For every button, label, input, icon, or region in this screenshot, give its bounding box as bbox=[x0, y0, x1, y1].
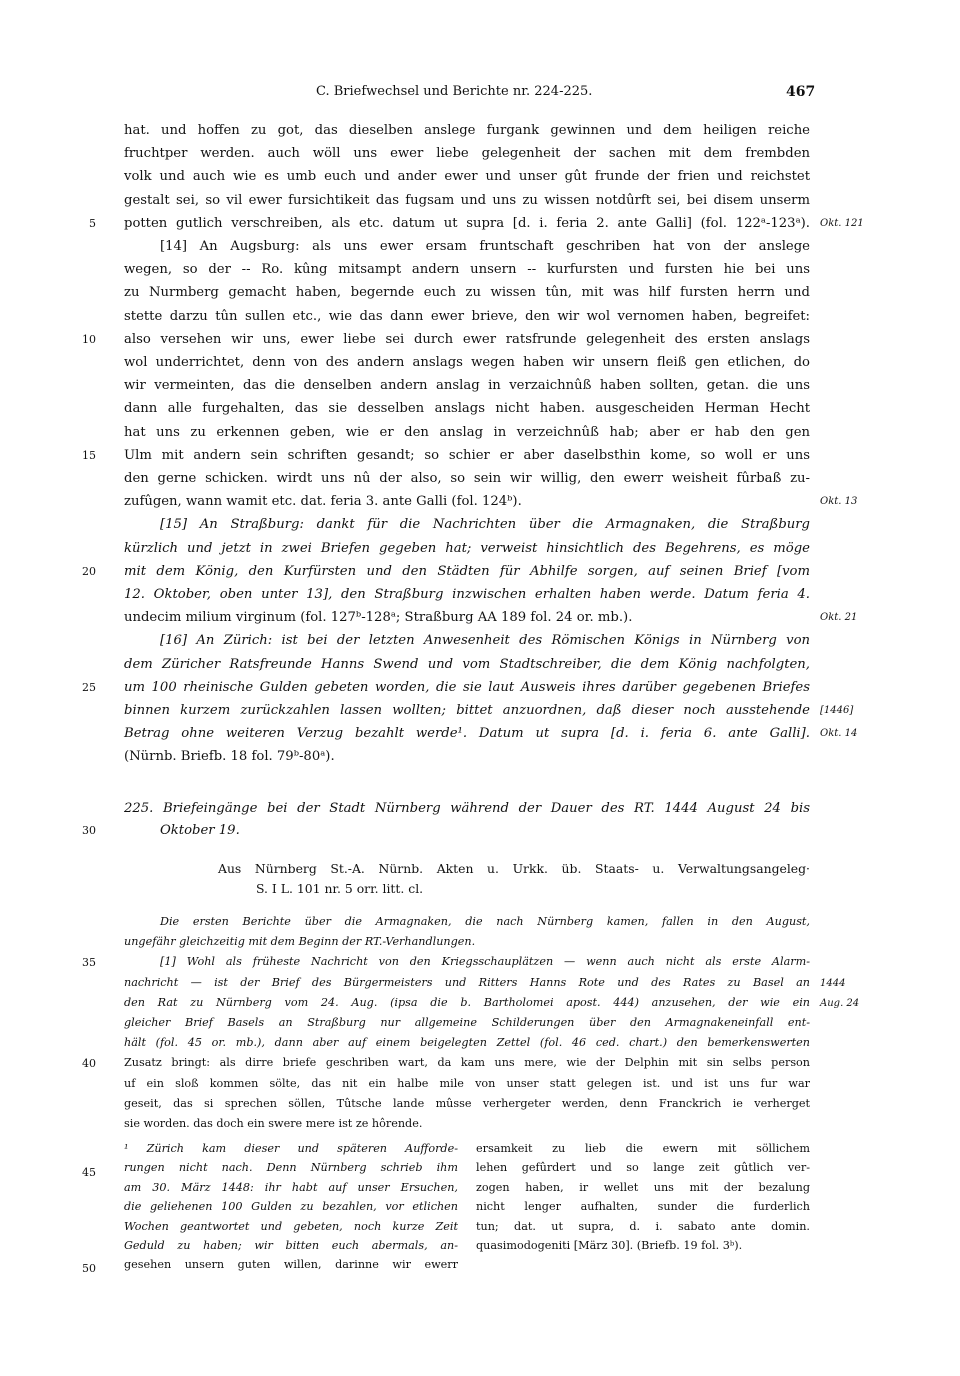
commentary-line: sie worden. das doch ein swere mere ist ze hôrende. bbox=[124, 1117, 423, 1130]
main-text-line: [16] An Zürich: ist bei der letzten Anwesenheit des Römischen Königs in Nürnberg von bbox=[160, 633, 810, 649]
main-text-line: potten gutlich verschreiben, als etc. datum ut supra [d. i. feria 2. ante Galli] (fol. 122ᵃ-123ᵃ). bbox=[124, 215, 810, 231]
commentary-line: den Rat zu Nürnberg vom 24. Aug. (ipsa die b. Bartholomei apost. 444) anzusehen, der wie ein bbox=[124, 995, 810, 1009]
commentary-line: Zusatz bringt: als dirre briefe geschriben wart, da kam uns mere, wie der Delphin mit sin selbs person bbox=[124, 1056, 810, 1070]
line-number: 45 bbox=[82, 1166, 96, 1179]
main-text-line: volk und auch wie es umb euch und ander ewer und unser gût frunde der frien und reichstet bbox=[124, 169, 810, 185]
main-text-line: hat uns zu erkennen geben, wie er den anslag in verzeichnûß hab; aber er hab den gen bbox=[124, 424, 810, 440]
main-text-line: fruchtper werden. auch wöll uns ewer liebe gelegenheit der sachen mit dem frembden bbox=[124, 146, 810, 162]
line-number: 10 bbox=[82, 332, 96, 346]
margin-date: Okt. 14 bbox=[820, 728, 858, 740]
main-text-line: binnen kurzem zurückzahlen lassen wollten; bittet anzuordnen, daß dieser noch ausstehende bbox=[124, 703, 810, 718]
commentary-line: hält (fol. 45 or. mb.), dann aber auf einem beigelegten Zettel (fol. 46 ced. chart.) den bemerkenswerten bbox=[124, 1036, 810, 1050]
main-text-line: hat. und hoffen zu got, das dieselben anslege furgank gewinnen und dem heiligen reiche bbox=[124, 123, 810, 138]
main-text-line: undecim milium virginum (fol. 127ᵇ-128ᵃ; Straßburg AA 189 fol. 24 or. mb.). bbox=[124, 610, 633, 626]
margin-date: Okt. 21 bbox=[820, 612, 858, 624]
footnote-line: am 30. März 1448: ihr habt auf unser Ersuchen, bbox=[124, 1180, 458, 1194]
footnote-line: ¹ Zürich kam dieser und späteren Aufforde- bbox=[124, 1142, 458, 1155]
main-text-line: kürzlich und jetzt in zwei Briefen gegeben hat; verweist hinsichtlich des Begehrens, es möge bbox=[124, 540, 810, 556]
margin-date: [1446] bbox=[820, 705, 854, 716]
main-text-line: Ulm mit andern sein schriften gesandt; so schier er aber daselbsthin kome, so woll er uns bbox=[124, 447, 810, 463]
footnote-line: rungen nicht nach. Denn Nürnberg schrieb ihm bbox=[124, 1161, 458, 1175]
commentary-line: nachricht — ist der Brief des Bürgermeisters und Ritters Hanns Rote und des Rates zu Basel an bbox=[124, 975, 810, 989]
page-number: 467 bbox=[786, 84, 816, 100]
line-number: 15 bbox=[82, 448, 96, 462]
source-note-cont: S. I L. 101 nr. 5 orr. litt. cl. bbox=[256, 881, 424, 896]
main-text-line: wegen, so der -- Ro. kûng mitsampt andern unsern -- kurfursten und fursten hie bei uns bbox=[124, 262, 810, 278]
line-number: 50 bbox=[82, 1262, 96, 1275]
commentary-line: uf ein sloß kommen sölte, das nit ein halbe mile von unser statt gelegen ist. und ist uns fur war bbox=[124, 1076, 810, 1090]
main-text-line: um 100 rheinische Gulden gebeten worden, die sie laut Ausweis ihres darüber gegebenen Briefes bbox=[124, 679, 810, 695]
footnote-line: ersamkeit zu lieb die ewern mit söllichem bbox=[476, 1142, 810, 1155]
footnote-line: Geduld zu haben; wir bitten euch abermals, an- bbox=[124, 1239, 458, 1252]
line-number: 5 bbox=[89, 216, 96, 230]
main-text-line: also versehen wir uns, ewer liebe sei durch ewer ratsfrunde gelegenheit des ersten anslags bbox=[124, 331, 810, 347]
line-number: 35 bbox=[82, 956, 96, 970]
commentary-line: geseit, das si sprechen söllen, Tûtsche lande mûsse verhergeter werden, denn Franckrich ie verherget bbox=[124, 1096, 810, 1110]
margin-date: Okt. 121 bbox=[820, 217, 864, 229]
main-text-line: [14] An Augsburg: als uns ewer ersam fruntschaft geschriben hat von der anslege bbox=[160, 239, 810, 254]
margin-date: 1444 bbox=[820, 977, 846, 989]
main-text-line: Betrag ohne weiteren Verzug bezahlt werde¹. Datum ut supra [d. i. feria 6. ante Galli]. bbox=[124, 726, 810, 742]
footnote-line: zogen haben, ir wellet uns mit der bezalung bbox=[476, 1180, 810, 1194]
footnote-line: Wochen geantwortet und gebeten, noch kurze Zeit bbox=[124, 1219, 458, 1233]
commentary-line: Die ersten Berichte über die Armagnaken, die nach Nürnberg kamen, fallen in den August, bbox=[160, 915, 810, 928]
entry-225-heading: 225. Briefeingänge bei der Stadt Nürnberg während der Dauer des RT. 1444 August 24 bis bbox=[124, 801, 810, 816]
main-text-line: 12. Oktober, oben unter 13], den Straßburg inzwischen erhalten haben werde. Datum feria 4. bbox=[124, 587, 810, 602]
footnote-line: tun; dat. ut supra, d. i. sabato ante domin. bbox=[476, 1219, 810, 1233]
main-text-line: den gerne schicken. wirdt uns nû der also, so sein wir willig, den ewerr weisheit fûrbaß zu- bbox=[124, 471, 810, 486]
main-text-line: zu Nurmberg gemacht haben, begernde euch zu wissen tûn, mit was hilf fursten herrn und bbox=[124, 285, 810, 301]
margin-date: Okt. 13 bbox=[820, 496, 858, 508]
main-text-line: stette darzu tûn sullen etc., wie das dann ewer brieve, den wir wol vernomen haben, begreifet: bbox=[124, 308, 810, 324]
entry-225-heading-cont: Oktober 19. bbox=[160, 823, 240, 838]
line-number: 25 bbox=[82, 680, 96, 694]
main-text-line: wir vermeinten, das die denselben andern anslag in verzaichnûß haben sollten, getan. die uns bbox=[124, 378, 810, 394]
main-text-line: mit dem König, den Kurfürsten und den Städten für Abhilfe sorgen, auf seinen Brief [vom bbox=[124, 563, 810, 579]
source-note: Aus Nürnberg St.-A. Nürnb. Akten u. Urkk. üb. Staats- u. Verwaltungsangeleg· bbox=[218, 861, 810, 876]
footnote-line: gesehen unsern guten willen, darinne wir ewerr bbox=[124, 1258, 458, 1272]
main-text-line: [15] An Straßburg: dankt für die Nachrichten über die Armagnaken, die Straßburg bbox=[160, 517, 810, 533]
line-number: 20 bbox=[82, 564, 96, 578]
commentary-line: gleicher Brief Basels an Straßburg nur allgemeine Schilderungen über den Armagnakeneinfall ent- bbox=[124, 1016, 810, 1029]
main-text-line: (Nürnb. Briefb. 18 fol. 79ᵇ-80ᵃ). bbox=[124, 749, 335, 765]
main-text-line: dem Züricher Ratsfreunde Hanns Swend und vom Stadtschreiber, die dem König nachfolgten, bbox=[124, 656, 810, 672]
margin-date: Aug. 24 bbox=[820, 997, 860, 1009]
line-number: 40 bbox=[82, 1057, 96, 1071]
running-title: C. Briefwechsel und Berichte nr. 224-225. bbox=[316, 84, 593, 99]
commentary-line: [1] Wohl als früheste Nachricht von den Kriegsschauplätzen — wenn auch nicht als erste Alarm- bbox=[160, 955, 810, 969]
main-text-line: dann alle furgehalten, das sie desselben anslags nicht haben. ausgescheiden Herman Hecht bbox=[124, 401, 810, 417]
main-text-line: gestalt sei, so vil ewer fursichtikeit das fugsam und uns zu wissen notdûrft sei, bei disem unserm bbox=[124, 192, 810, 208]
footnote-line: nicht lenger aufhalten, sunder die furderlich bbox=[476, 1200, 810, 1214]
line-number: 30 bbox=[82, 824, 96, 837]
commentary-line: ungefähr gleichzeitig mit dem Beginn der RT.-Verhandlungen. bbox=[124, 935, 476, 949]
footnote-line: lehen gefûrdert und so lange zeit gûtlich ver- bbox=[476, 1161, 810, 1175]
footnote-line: quasimodogeniti [März 30]. (Briefb. 19 fol. 3ᵇ). bbox=[476, 1239, 743, 1252]
footnote-line: die geliehenen 100 Gulden zu bezahlen, vor etlichen bbox=[124, 1200, 458, 1214]
main-text-line: wol underrichtet, denn von des andern anslags wegen haben wir unsern fleiß gen etlichen, do bbox=[124, 355, 810, 370]
main-text-line: zufûgen, wann wamit etc. dat. feria 3. ante Galli (fol. 124ᵇ). bbox=[124, 494, 522, 510]
